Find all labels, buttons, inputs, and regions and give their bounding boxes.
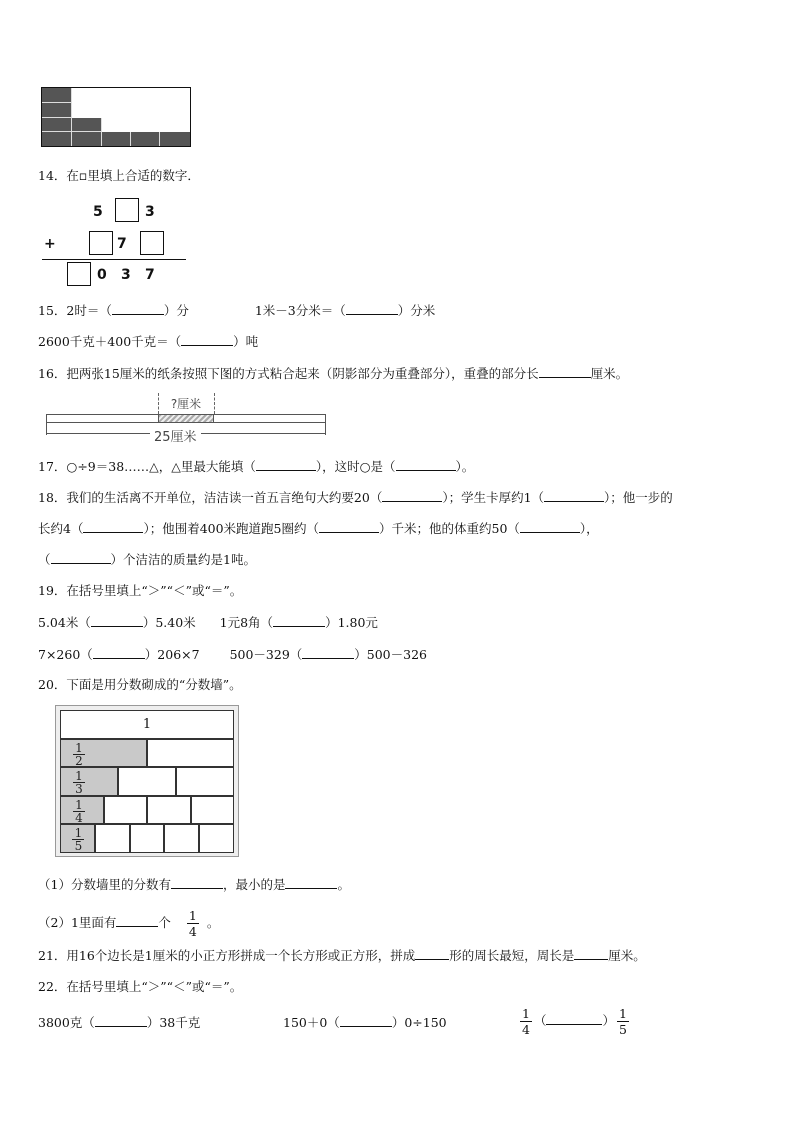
- plus-sign: +: [44, 236, 56, 252]
- wall-cell: [60, 796, 104, 825]
- q19-row2: 7×260（ ）206×7 500－329（ ）500－326: [38, 647, 427, 662]
- q15-line1: 15．2时＝（ ）分 1米－3分米＝（ ）分米: [38, 303, 436, 318]
- answer-blank[interactable]: [539, 365, 591, 378]
- q22-item1: 3800克（ ）38千克: [38, 1015, 201, 1030]
- answer-blank[interactable]: [83, 520, 143, 533]
- fraction-wall: [55, 705, 239, 857]
- answer-blank[interactable]: [171, 876, 223, 889]
- q22-item2: 150＋0（ ）0÷150: [283, 1015, 447, 1030]
- q20-title: 20．下面是用分数砌成的“分数墙”。: [38, 677, 242, 692]
- answer-blank[interactable]: [396, 458, 456, 471]
- q19-title: 19．在括号里填上“＞”“＜”或“＝”。: [38, 583, 243, 598]
- answer-box[interactable]: [67, 262, 91, 286]
- wall-cell: [60, 824, 95, 853]
- wall-cell: [60, 739, 147, 768]
- wall-cell: [60, 767, 118, 796]
- wall-cell: [176, 767, 234, 796]
- answer-blank[interactable]: [382, 489, 442, 502]
- wall-fraction-label: 1 5: [61, 827, 96, 852]
- answer-box[interactable]: [115, 198, 139, 222]
- total-label: 25厘米: [150, 426, 201, 445]
- wall-fraction-label: 1 3: [61, 770, 97, 795]
- answer-blank[interactable]: [91, 614, 143, 627]
- answer-blank[interactable]: [181, 333, 233, 346]
- answer-blank[interactable]: [273, 614, 325, 627]
- q18-line2: 长约4（ ）；他围着400米跑道跑5圈约（ ）千米；他的体重约50（ ），: [38, 521, 599, 536]
- wall-cell: [199, 824, 234, 853]
- answer-blank[interactable]: [319, 520, 379, 533]
- q14-title: 14．在▫里填上合适的数字．: [38, 168, 200, 183]
- q22-title: 22．在括号里填上“＞”“＜”或“＝”。: [38, 979, 243, 994]
- digit: 5: [93, 204, 103, 220]
- answer-blank[interactable]: [520, 520, 580, 533]
- digit: 7: [145, 267, 155, 283]
- answer-box[interactable]: [140, 231, 164, 255]
- q17-text: 17．○÷9＝38……△，△里最大能填（ ），这时○是（ ）。: [38, 459, 475, 474]
- q19-row1: 5.04米（ ）5.40米 1元8角（ ）1.80元: [38, 615, 378, 630]
- wall-fraction-label: 1 2: [61, 742, 97, 767]
- answer-blank[interactable]: [285, 876, 337, 889]
- answer-blank[interactable]: [256, 458, 316, 471]
- digit: 7: [117, 236, 127, 252]
- wall-row-whole: 1: [60, 710, 234, 739]
- fraction-one-quarter: $\frac{1}{4}$: [188, 908, 197, 939]
- answer-blank[interactable]: [415, 947, 449, 960]
- q18-line3: （ ）个洁洁的质量约是1吨。: [38, 552, 256, 567]
- digit: 3: [121, 267, 131, 283]
- q21-text: 21．用16个边长是1厘米的小正方形拼成一个长方形或正方形，拼成 形的周长最短，周长是 厘米。: [38, 948, 646, 963]
- fraction-one-fifth: $\frac{1}{5}$: [618, 1006, 627, 1037]
- wall-cell: [147, 796, 191, 825]
- q18-line1: 18．我们的生活离不开单位，洁洁读一首五言绝句大约要20（ ）；学生卡厚约1（ ）；他一步的: [38, 490, 673, 505]
- overlap-label: ?厘米: [170, 397, 202, 411]
- wall-cell: [95, 824, 130, 853]
- wall-cell: [191, 796, 235, 825]
- top-grid-figure: [41, 87, 191, 147]
- digit: 3: [145, 204, 155, 220]
- q22-item3: $\frac{1}{4}$ （ ） $\frac{1}{5}$: [522, 1006, 627, 1037]
- answer-blank[interactable]: [340, 1014, 392, 1027]
- q20-sub2: （2）1里面有 个 $\frac{1}{4}$ 。: [38, 908, 220, 939]
- q16-text: 16．把两张15厘米的纸条按照下图的方式粘合起来（阴影部分为重叠部分），重叠的部分长 厘米。: [38, 366, 629, 381]
- answer-blank[interactable]: [112, 302, 164, 315]
- q20-sub1: （1）分数墙里的分数有 ，最小的是 。: [38, 877, 350, 892]
- answer-blank[interactable]: [51, 551, 111, 564]
- sum-line: [42, 259, 186, 260]
- answer-box[interactable]: [89, 231, 113, 255]
- q15-line2: 2600千克＋400千克＝（ ）吨: [38, 334, 259, 349]
- answer-blank[interactable]: [95, 1014, 147, 1027]
- answer-blank[interactable]: [544, 489, 604, 502]
- answer-blank[interactable]: [93, 646, 145, 659]
- answer-blank[interactable]: [574, 947, 608, 960]
- fraction-one-quarter: $\frac{1}{4}$: [522, 1006, 530, 1037]
- answer-blank[interactable]: [302, 646, 354, 659]
- digit: 0: [97, 267, 107, 283]
- wall-cell: [118, 767, 176, 796]
- wall-cell: [104, 796, 148, 825]
- wall-cell: [164, 824, 199, 853]
- wall-fraction-label: 1 4: [61, 799, 97, 824]
- answer-blank[interactable]: [346, 302, 398, 315]
- answer-blank[interactable]: [116, 914, 158, 927]
- wall-cell: [130, 824, 165, 853]
- answer-blank[interactable]: [546, 1012, 602, 1025]
- wall-cell: [147, 739, 234, 768]
